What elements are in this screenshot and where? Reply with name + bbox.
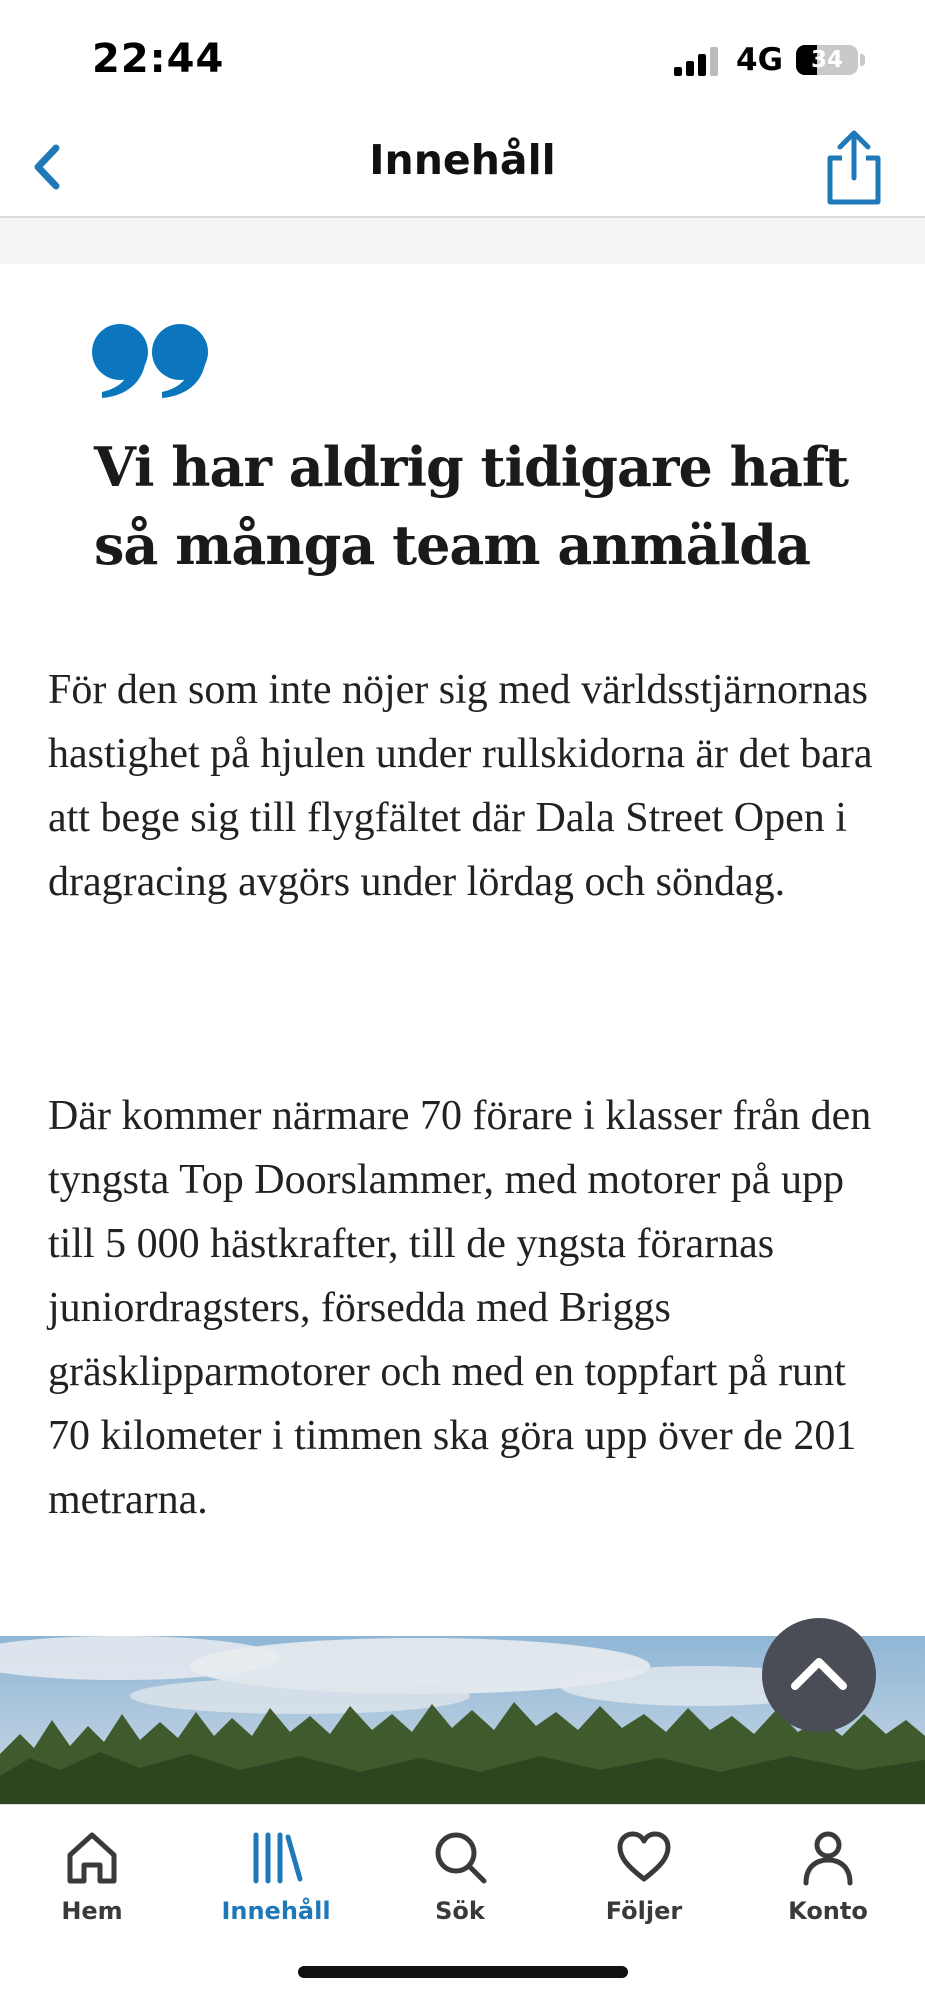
share-button[interactable]	[816, 124, 892, 210]
tab-label: Hem	[61, 1897, 123, 1925]
tab-label: Konto	[788, 1897, 868, 1925]
article-paragraph: Där kommer närmare 70 förare i klasser från den tyngsta Top Doorslammer, med motorer på upp till 5 000 hästkrafter, till de yngsta förarnas juniordragsters, försedda med Briggs gräsklipparmotorer och med en toppfart på runt 70 kilometer i timmen ska göra upp över de 201 metrarna.	[48, 1093, 872, 1523]
tab-label: Innehåll	[221, 1897, 331, 1925]
pull-quote: Vi har aldrig tidigare haft så många team anmälda	[94, 435, 849, 577]
tab-konto[interactable]	[736, 1815, 920, 1935]
tab-hem[interactable]	[0, 1815, 184, 1935]
heart-icon	[614, 1827, 674, 1887]
home-indicator	[298, 1966, 628, 1978]
battery-icon	[796, 45, 858, 75]
chevron-up-icon	[762, 1618, 876, 1732]
network-type: 4G	[736, 42, 784, 78]
battery-tip	[860, 54, 865, 66]
tab-innehall[interactable]	[184, 1815, 368, 1935]
account-icon	[798, 1827, 858, 1887]
status-time: 22:44	[92, 36, 225, 82]
tab-foljer[interactable]	[552, 1815, 736, 1935]
tab-sok[interactable]	[368, 1815, 552, 1935]
page-title: Innehåll	[369, 136, 556, 184]
home-icon	[62, 1827, 122, 1887]
scroll-to-top-button[interactable]	[762, 1618, 876, 1732]
library-icon	[246, 1827, 306, 1887]
divider-band	[0, 218, 925, 264]
quotation-mark-icon	[90, 320, 214, 402]
battery-percent: 34	[810, 47, 843, 73]
status-bar	[0, 0, 925, 120]
share-icon	[816, 124, 892, 210]
tab-label: Följer	[605, 1897, 683, 1925]
tab-label: Sök	[435, 1897, 485, 1925]
search-icon	[430, 1827, 490, 1887]
article-paragraph: För den som inte nöjer sig med världsstjärnornas hastighet på hjulen under rullskidorna är det bara att bege sig till flygfältet där Dala Street Open i dragracing avgörs under lördag och söndag.	[48, 667, 873, 905]
signal-icon	[674, 46, 722, 76]
navigation-bar	[0, 120, 925, 218]
